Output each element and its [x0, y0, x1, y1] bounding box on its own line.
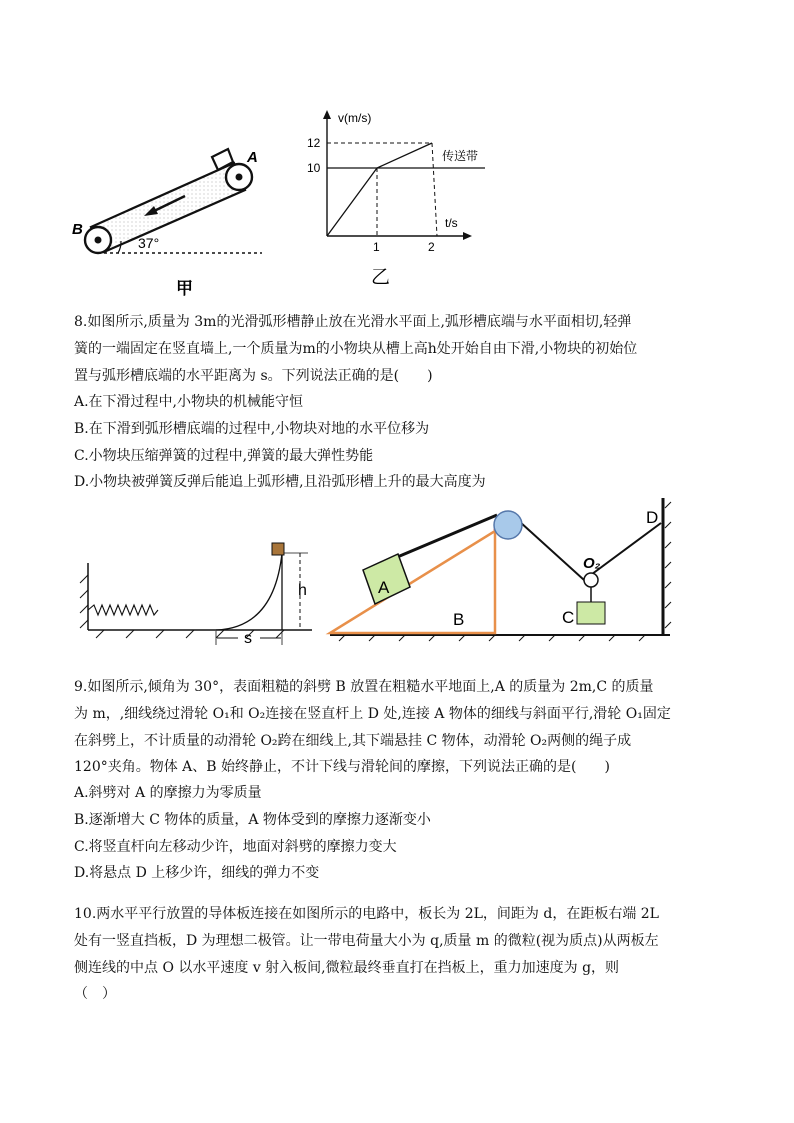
label-b: B [453, 610, 465, 629]
q9-stem-line-4: 120°夹角。物体 A、B 始终静止，不计下线与滑轮间的摩擦，下列说法正确的是( ) [74, 759, 610, 775]
block-c [577, 602, 605, 624]
curved-trough [216, 553, 282, 630]
figure-spring-trough [74, 535, 324, 645]
y-tick-12: 12 [307, 136, 321, 150]
pulley-o2 [584, 573, 598, 587]
q9-option-a: A.斜劈对 A 的摩擦力为零质量 [74, 785, 262, 801]
label-b: B [72, 221, 83, 238]
label-a: A [378, 578, 390, 597]
figure-conveyor-belt [70, 140, 270, 300]
figure-vt-graph [300, 106, 500, 296]
label-h: h [298, 582, 307, 599]
q9-stem-line-1: 9.如图所示,倾角为 30°，表面粗糙的斜劈 B 放置在粗糙水平地面上,A 的质量为 2m,C 的质量 [74, 679, 654, 695]
label-d: D [646, 508, 659, 527]
caption-yi: 乙 [371, 266, 391, 288]
q8-option-a: A.在下滑过程中,小物块的机械能守恒 [74, 394, 304, 410]
q8-option-d: D.小物块被弹簧反弹后能追上弧形槽,且沿弧形槽上升的最大高度为 [74, 474, 486, 490]
x-axis-label: t/s [445, 216, 458, 230]
figure-wedge-pulleys [325, 498, 675, 648]
q10-stem-line-3: 侧连线的中点 O 以水平速度 v 射入板间,微粒最终垂直打在挡板上，重力加速度为 g，则 [74, 960, 620, 976]
x-tick-2: 2 [428, 240, 435, 254]
q10-stem-line-2: 处有一竖直挡板，D 为理想二极管。让一带电荷量大小为 q,质量 m 的微粒(视为质点)从两板左 [74, 933, 659, 949]
spring [88, 605, 158, 615]
q8-stem-line-3: 置与弧形槽底端的水平距离为 s。下列说法正确的是( ) [74, 368, 433, 384]
small-block [272, 543, 284, 555]
conveyor-belt [91, 163, 245, 252]
belt-label: 传送带 [442, 149, 479, 163]
angle-label: 37° [138, 235, 160, 251]
label-a: A [247, 149, 258, 166]
label-o2: O₂ [583, 555, 601, 572]
q8-option-b: B.在下滑到弧形槽底端的过程中,小物块对地的水平位移为 [74, 421, 430, 437]
q9-stem-line-2: 为 m，,细线绕过滑轮 O₁和 O₂连接在竖直杆上 D 处,连接 A 物体的细线与斜面平行,滑轮 O₁固定 [74, 706, 671, 722]
q9-option-c: C.将竖直杆向左移动少许，地面对斜劈的摩擦力变大 [74, 839, 397, 855]
label-s: s [244, 630, 252, 645]
label-c: C [562, 608, 575, 627]
y-axis-label: v(m/s) [338, 111, 372, 125]
q10-stem-line-1: 10.两水平平行放置的导体板连接在如图所示的电路中，板长为 2L，间距为 d，在距板右端 2L [74, 906, 659, 922]
q8-option-c: C.小物块压缩弹簧的过程中,弹簧的最大弹性势能 [74, 448, 374, 464]
y-tick-10: 10 [307, 161, 321, 175]
q9-stem-line-3: 在斜劈上，不计质量的动滑轮 O₂跨在细线上,其下端悬挂 C 物体，动滑轮 O₂两侧的绳子成 [74, 733, 632, 749]
q8-stem-line-2: 簧的一端固定在竖直墙上,一个质量为m的小物块从槽上高h处开始自由下滑,小物块的初始位 [74, 341, 638, 357]
pulley-o1 [494, 511, 522, 539]
caption-jia: 甲 [176, 279, 193, 299]
q9-option-d: D.将悬点 D 上移少许，细线的弹力不变 [74, 865, 320, 881]
q8-stem-line-1: 8.如图所示,质量为 3m的光滑弧形槽静止放在光滑水平面上,弧形槽底端与水平面相切,轻弹 [74, 314, 632, 330]
x-tick-1: 1 [373, 240, 380, 254]
q9-option-b: B.逐渐增大 C 物体的质量，A 物体受到的摩擦力逐渐变小 [74, 812, 431, 828]
wedge-b [330, 531, 495, 633]
velocity-curve [327, 143, 432, 236]
q10-stem-line-4: （ ） [74, 986, 116, 1002]
